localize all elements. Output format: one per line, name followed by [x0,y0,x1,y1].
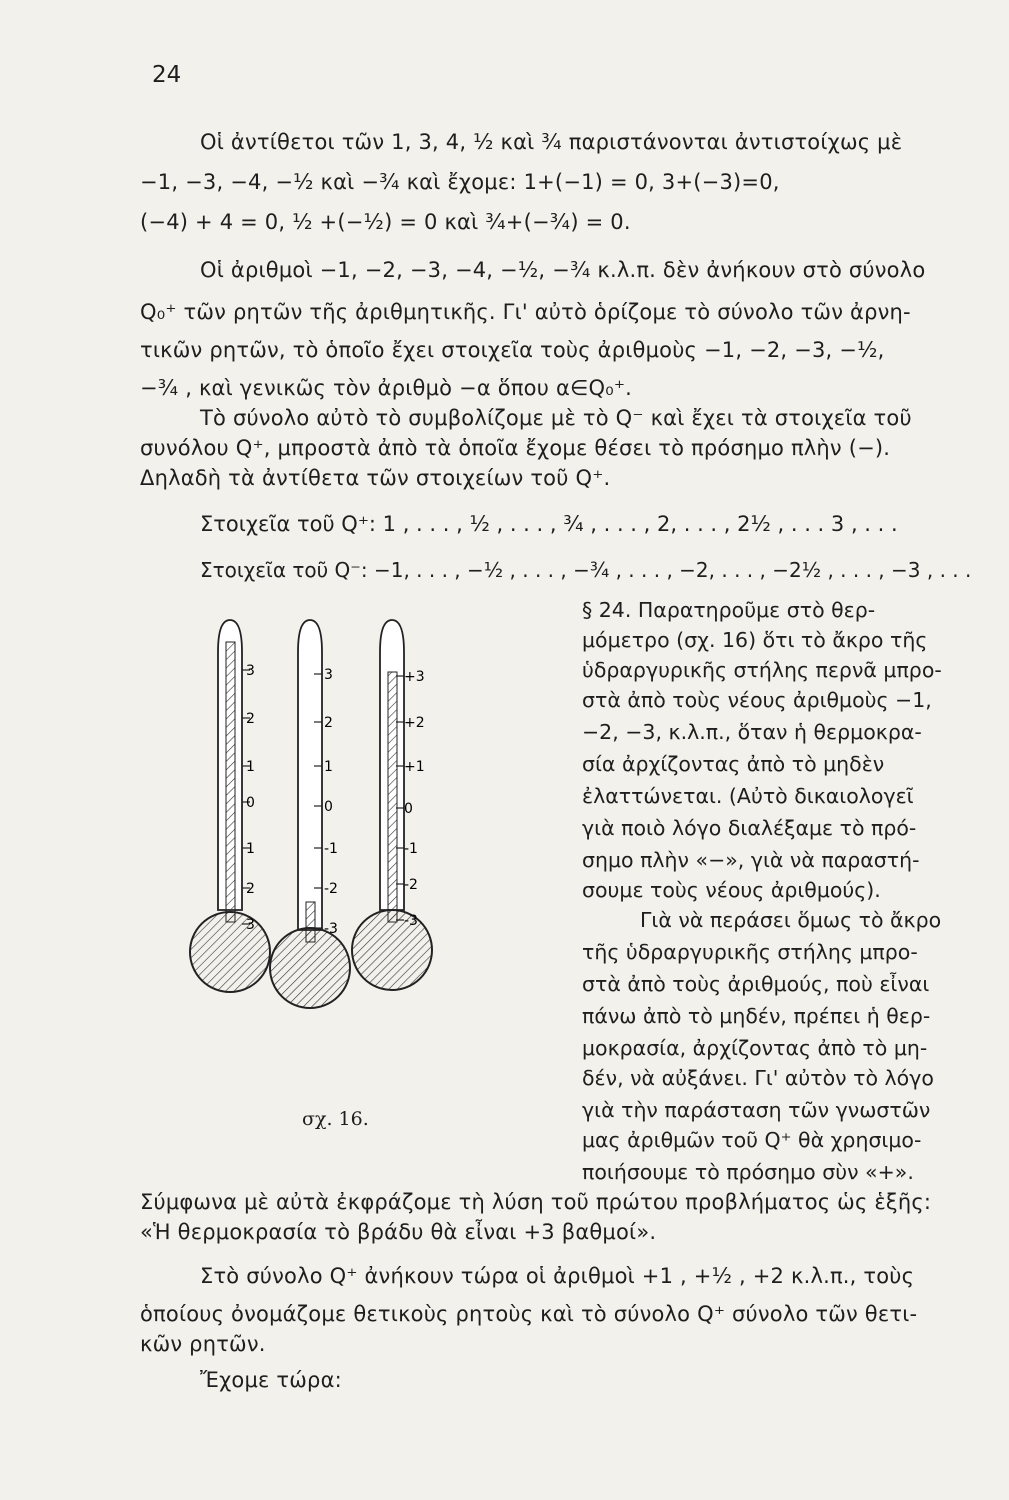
thermometer-3-label: +1 [404,759,425,775]
thermometer-1-label: 2 [246,711,255,727]
conclusion-line-3: Στὸ σύνολο Q⁺ ἀνήκουν τώρα οἱ ἀριθμοὶ +1 , +½ , +2 κ.λ.π., τοὺς [200,1264,915,1288]
thermometer-1-label: 1 [246,841,255,857]
thermometer-2 [270,620,350,1008]
thermometer-3-label: -3 [404,913,418,929]
section-line: στὰ ἀπὸ τοὺς νέους ἀριθμοὺς −1, [582,688,932,712]
thermometer-2-label: 0 [324,799,333,815]
thermometer-1-label: 3 [246,663,255,679]
thermometer-3-label: +3 [404,669,425,685]
conclusion-line-4: ὁποίους ὀνομάζομε θετικοὺς ρητοὺς καὶ τὸ σύνολο Q⁺ σύνολο τῶν θετι- [140,1302,918,1326]
thermometer-2-label: -3 [324,921,338,937]
section-line: γιὰ τὴν παράσταση τῶν γνωστῶν [582,1098,931,1122]
thermometer-3 [352,620,432,990]
definition-line-1: Τὸ σύνολο αὐτὸ τὸ συμβολίζομε μὲ τὸ Q⁻ καὶ ἔχει τὰ στοιχεῖα τοῦ [200,406,912,430]
section-line: δέν, νὰ αὐξάνει. Γι' αὐτὸν τὸ λόγο [582,1066,934,1090]
intro-line-1: Οἱ ἀντίθετοι τῶν 1, 3, 4, ½ καὶ ¾ παριστάνονται ἀντιστοίχως μὲ [200,130,903,154]
intro-line-2: −1, −3, −4, −½ καὶ −¾ καὶ ἔχομε: 1+(−1) = 0, 3+(−3)=0, [140,170,780,194]
thermometer-3-label: +2 [404,715,425,731]
thermometer-2-label: 1 [324,759,333,775]
section-line: μας ἀριθμῶν τοῦ Q⁺ θὰ χρησιμο- [582,1128,922,1152]
section-line: −2, −3, κ.λ.π., ὅταν ἡ θερμοκρα- [582,720,922,744]
section-line: στὰ ἀπὸ τοὺς ἀριθμούς, ποὺ εἶναι [582,972,930,996]
section-line: μόμετρο (σχ. 16) ὅτι τὸ ἄκρο τῆς [582,628,928,652]
section-line: ἐλαττώνεται. (Αὐτὸ δικαιολογεῖ [582,784,914,808]
conclusion-line-5: κῶν ρητῶν. [140,1332,266,1356]
figure-caption: σχ. 16. [302,1108,369,1130]
thermometer-1-label: 0 [246,795,255,811]
section-line: μοκρασία, ἀρχίζοντας ἀπὸ τὸ μη- [582,1036,928,1060]
thermometer-1-label: 2 [246,881,255,897]
section-line: Γιὰ νὰ περάσει ὅμως τὸ ἄκρο [640,908,942,932]
conclusion-line-2: «Ἡ θερμοκρασία τὸ βράδυ θὰ εἶναι +3 βαθμοί». [140,1220,657,1244]
thermometer-1 [190,620,270,992]
section-line: τῆς ὑδραργυρικῆς στήλης μπρο- [582,940,918,964]
definition-line-3: Δηλαδὴ τὰ ἀντίθετα τῶν στοιχείων τοῦ Q⁺. [140,466,611,490]
section-line: γιὰ ποιὸ λόγο διαλέξαμε τὸ πρό- [582,816,917,840]
section-line: πάνω ἀπὸ τὸ μηδέν, πρέπει ἡ θερ- [582,1004,931,1028]
thermometer-3-label: -1 [404,841,418,857]
conclusion-line-1: Σύμφωνα μὲ αὐτὰ ἐκφράζομε τὴ λύση τοῦ πρώτου προβλήματος ὡς ἑξῆς: [140,1190,932,1214]
thermometer-3-label: 0 [404,801,413,817]
thermometer-3-label: -2 [404,877,418,893]
thermometer-figure [180,612,450,1112]
section-line: ὑδραργυρικῆς στήλης περνᾶ μπρο- [582,658,942,682]
definition-line-2: συνόλου Q⁺, μπροστὰ ἀπὸ τὰ ὁποῖα ἔχομε θέσει τὸ πρόσημο πλὴν (−). [140,436,891,460]
page-number: 24 [152,62,182,88]
thermometer-2-label: 2 [324,715,333,731]
intro-line-7: −¾ , καὶ γενικῶς τὸν ἀριθμὸ −α ὅπου α∈Q₀⁺. [140,376,632,400]
thermometer-1-label: 3 [246,917,255,933]
positive-elements-line: Στοιχεῖα τοῦ Q⁺: 1 , . . . , ½ , . . . , ¾ , . . . , 2, . . . , 2½ , . . . 3 , . . . [200,512,898,536]
intro-line-5: Q₀⁺ τῶν ρητῶν τῆς ἀριθμητικῆς. Γι' αὐτὸ ὁρίζομε τὸ σύνολο τῶν ἀρνη- [140,300,911,324]
negative-elements-line: Στοιχεῖα τοῦ Q⁻: −1, . . . , −½ , . . . , −¾ , . . . , −2, . . . , −2½ , . . . , −3 , . . . [200,558,972,582]
conclusion-line-6: Ἔχομε τώρα: [200,1368,342,1392]
section-line: ποιήσουμε τὸ πρόσημο σὺν «+». [582,1160,914,1184]
intro-line-3: (−4) + 4 = 0, ½ +(−½) = 0 καὶ ¾+(−¾) = 0. [140,210,631,234]
thermometer-2-label: -2 [324,881,338,897]
thermometer-2-label: -1 [324,841,338,857]
section-line: σημο πλὴν «−», γιὰ νὰ παραστή- [582,848,920,872]
intro-line-4: Οἱ ἀριθμοὶ −1, −2, −3, −4, −½, −¾ κ.λ.π. δὲν ἀνήκουν στὸ σύνολο [200,258,926,282]
intro-line-6: τικῶν ρητῶν, τὸ ὁποῖο ἔχει στοιχεῖα τοὺς ἀριθμοὺς −1, −2, −3, −½, [140,338,885,362]
section-line: σία ἀρχίζοντας ἀπὸ τὸ μηδὲν [582,752,885,776]
section-line: σουμε τοὺς νέους ἀριθμούς). [582,878,881,902]
thermometer-2-label: 3 [324,667,333,683]
section-line: § 24. Παρατηροῦμε στὸ θερ- [582,598,876,622]
thermometer-1-label: 1 [246,759,255,775]
